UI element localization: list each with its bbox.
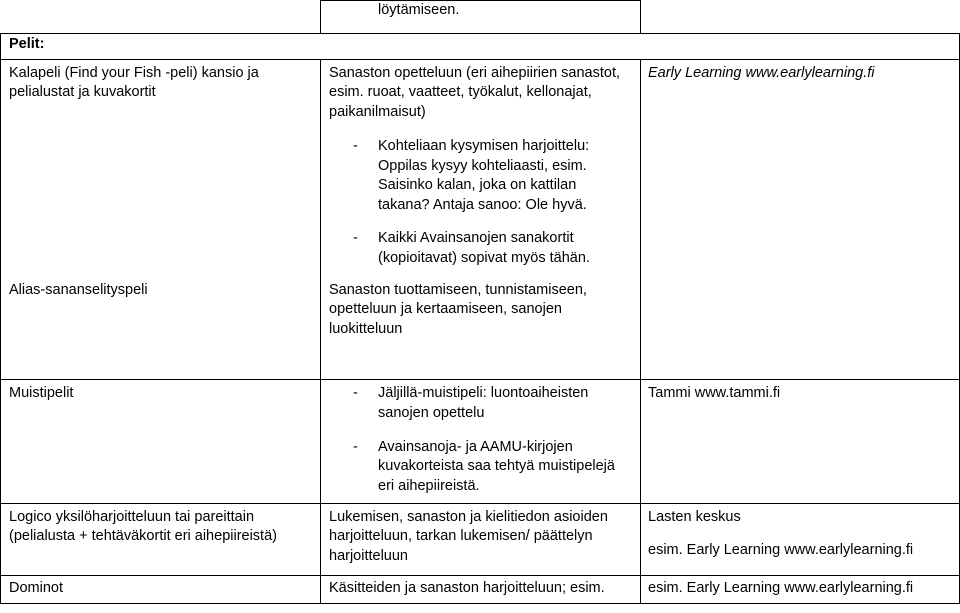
cell-text: Sanaston opetteluun (eri aihepiirien sanastot, — [329, 65, 620, 81]
section-heading: Pelit: — [9, 36, 45, 52]
game-name: Logico yksilöharjoitteluun tai pareittain — [9, 509, 255, 525]
bullet-text: kuvakorteista saa tehtyä muistipelejä — [378, 458, 615, 474]
bullet-dash: - — [353, 230, 358, 246]
cell-text: Käsitteiden ja sanaston harjoitteluun; esim. — [329, 580, 605, 596]
game-name: (pelialusta + tehtäväkortit eri aihepiireistä) — [9, 528, 277, 544]
table-border-line — [0, 379, 960, 380]
publisher-link[interactable]: esim. Early Learning www.earlylearning.fi — [648, 580, 914, 596]
cell-text: Lukemisen, sanaston ja kielitiedon asioiden — [329, 509, 608, 525]
cell-text: Sanaston tuottamiseen, tunnistamiseen, — [329, 282, 587, 298]
cell-text: luokitteluun — [329, 321, 403, 337]
table-border-line — [0, 575, 960, 576]
bullet-text: eri aihepiireistä. — [378, 478, 480, 494]
bullet-text: Saisinko kalan, joka on kattilan — [378, 177, 577, 193]
bullet-text: Kaikki Avainsanojen sanakortit — [378, 230, 574, 246]
game-name: Muistipelit — [9, 385, 74, 401]
bullet-text: (kopioitavat) sopivat myös tähän. — [378, 250, 590, 266]
publisher-link[interactable]: esim. Early Learning www.earlylearning.fi — [648, 542, 914, 558]
table-border-line — [640, 59, 641, 603]
bullet-text: Avainsanoja- ja AAMU-kirjojen — [378, 439, 573, 455]
table-border-line — [0, 603, 960, 604]
bullet-text: Jäljillä-muistipeli: luontoaiheisten — [378, 385, 589, 401]
table-border-line — [320, 0, 321, 33]
game-name: Alias-sananselityspeli — [9, 282, 148, 298]
bullet-dash: - — [353, 439, 358, 455]
bullet-text: Oppilas kysyy kohteliaasti, esim. — [378, 158, 587, 174]
game-name: Dominot — [9, 580, 63, 596]
game-name: pelialustat ja kuvakortit — [9, 84, 156, 100]
bullet-text: sanojen opettelu — [378, 405, 485, 421]
cell-text: löytämiseen. — [378, 2, 460, 18]
publisher-link[interactable]: Tammi www.tammi.fi — [648, 385, 781, 401]
bullet-dash: - — [353, 138, 358, 154]
table-border-line — [320, 0, 640, 1]
cell-text: harjoitteluun, tarkan lukemisen/ päättelyn — [329, 528, 593, 544]
cell-text: paikanilmaisut) — [329, 104, 426, 120]
table-border-line — [320, 59, 321, 603]
game-name: Kalapeli (Find your Fish -peli) kansio ja — [9, 65, 259, 81]
bullet-text: Kohteliaan kysymisen harjoittelu: — [378, 138, 590, 154]
publisher-name: Lasten keskus — [648, 509, 741, 525]
table-border-line — [0, 33, 1, 603]
cell-text: opetteluun ja kertaamiseen, sanojen — [329, 301, 562, 317]
table-border-line — [640, 0, 641, 33]
cell-text: harjoitteluun — [329, 548, 408, 564]
cell-text: esim. ruoat, vaatteet, työkalut, kellonajat, — [329, 84, 592, 100]
table-border-line — [0, 33, 960, 34]
bullet-text: takana? Antaja sanoo: Ole hyvä. — [378, 197, 587, 213]
publisher-link[interactable]: Early Learning www.earlylearning.fi — [648, 65, 875, 81]
table-border-line — [0, 59, 960, 60]
table-border-line — [0, 503, 960, 504]
bullet-dash: - — [353, 385, 358, 401]
